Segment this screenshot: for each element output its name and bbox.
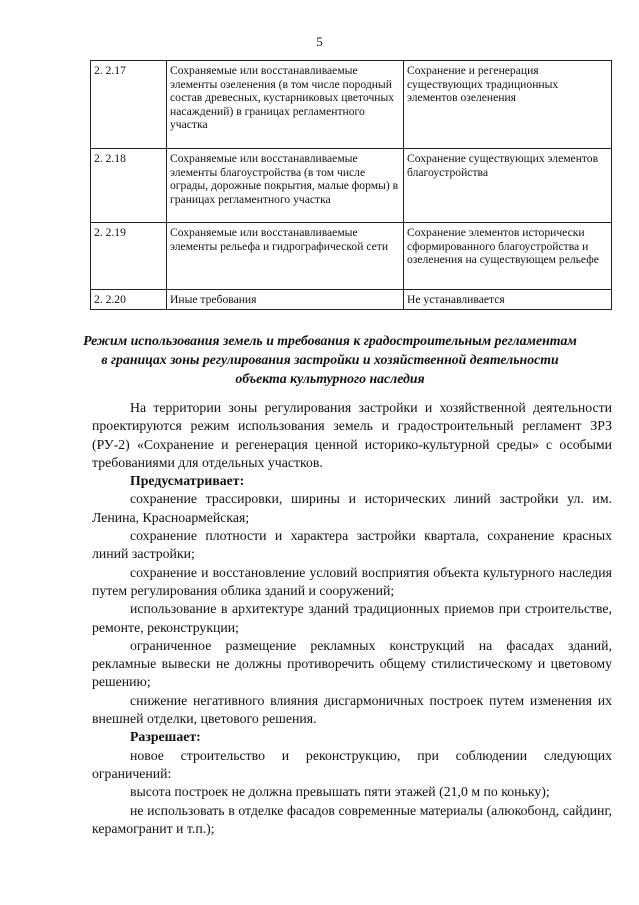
list-item: не использовать в отделке фасадов современные материалы (алюкобонд, сайдинг, керамогранит и т.п.); [92,802,612,836]
requirements-table [90,60,612,310]
list-item: использование в архитектуре зданий традиционных приемов при строительстве, ремонте, реконструкции; [92,601,612,635]
section-title: Режим использования земель и требования к градостроительным регламентам в границах зоны регулирования застройки и хозяйственной деятельности объекта культурного наследия [83,333,577,386]
table-row [91,149,612,223]
list-item: высота построек не должна превышать пяти этажей (21,0 м по коньку); [130,784,550,800]
element-cell: Сохраняемые или восстанавливаемые элементы рельефа и гидрографической сети [167,223,404,290]
element-cell: Иные требования [167,290,404,310]
intro-paragraph: На территории зоны регулирования застройки и хозяйственной деятельности проектируются режим использования земель и градостроительный регламент ЗРЗ (РУ-2) «Сохранение и регенерация ценной историко-культурной среды» с особыми требованиями для отдельных участков. [92,400,612,470]
requirement-cell: Не устанавливается [404,290,612,310]
requirement-cell: Сохранение и регенерация существующих традиционных элементов озеленения [404,61,612,149]
list-item: новое строительство и реконструкцию, при соблюдении следующих ограничений: [92,747,612,781]
requirement-cell: Сохранение существующих элементов благоустройства [404,149,612,223]
table-row [91,223,612,290]
row-number: 2. 2.19 [91,223,167,290]
list-item: сохранение и восстановление условий восприятия объекта культурного наследия путем регулирования облика зданий и сооружений; [92,564,612,598]
list-item: снижение негативного влияния дисгармоничных построек путем изменения их внешней отделки, цветового решения. [92,692,612,727]
provides-heading: Предусматривает: [130,473,245,489]
body-text [92,399,612,838]
row-number: 2. 2.20 [91,290,167,310]
element-cell: Сохраняемые или восстанавливаемые элементы озеленения (в том числе породный состав древесных, кустарниковых цветочных насаждений) в границах регламентного участка [167,61,404,149]
list-item: сохранение плотности и характера застройки квартала, сохранение красных линий застройки; [92,528,612,562]
permits-heading: Разрешает: [130,729,201,745]
table-row [91,290,612,310]
list-item: сохранение трассировки, ширины и исторических линий застройки ул. им. Ленина, Красноармейская; [92,491,612,525]
table-row [91,61,612,149]
row-number: 2. 2.18 [91,149,167,223]
list-item: ограниченное размещение рекламных конструкций на фасадах зданий, рекламные вывески не должны противоречить общему стилистическому и цветовому решению; [92,637,612,690]
row-number: 2. 2.17 [91,61,167,149]
requirement-cell: Сохранение элементов исторически сформированного благоустройства и озеленения на существующем рельефе [404,223,612,290]
element-cell: Сохраняемые или восстанавливаемые элементы благоустройства (в том числе ограды, дорожные покрытия, малые формы) в границах регламентного участка [167,149,404,223]
page-number: 5 [316,34,323,49]
